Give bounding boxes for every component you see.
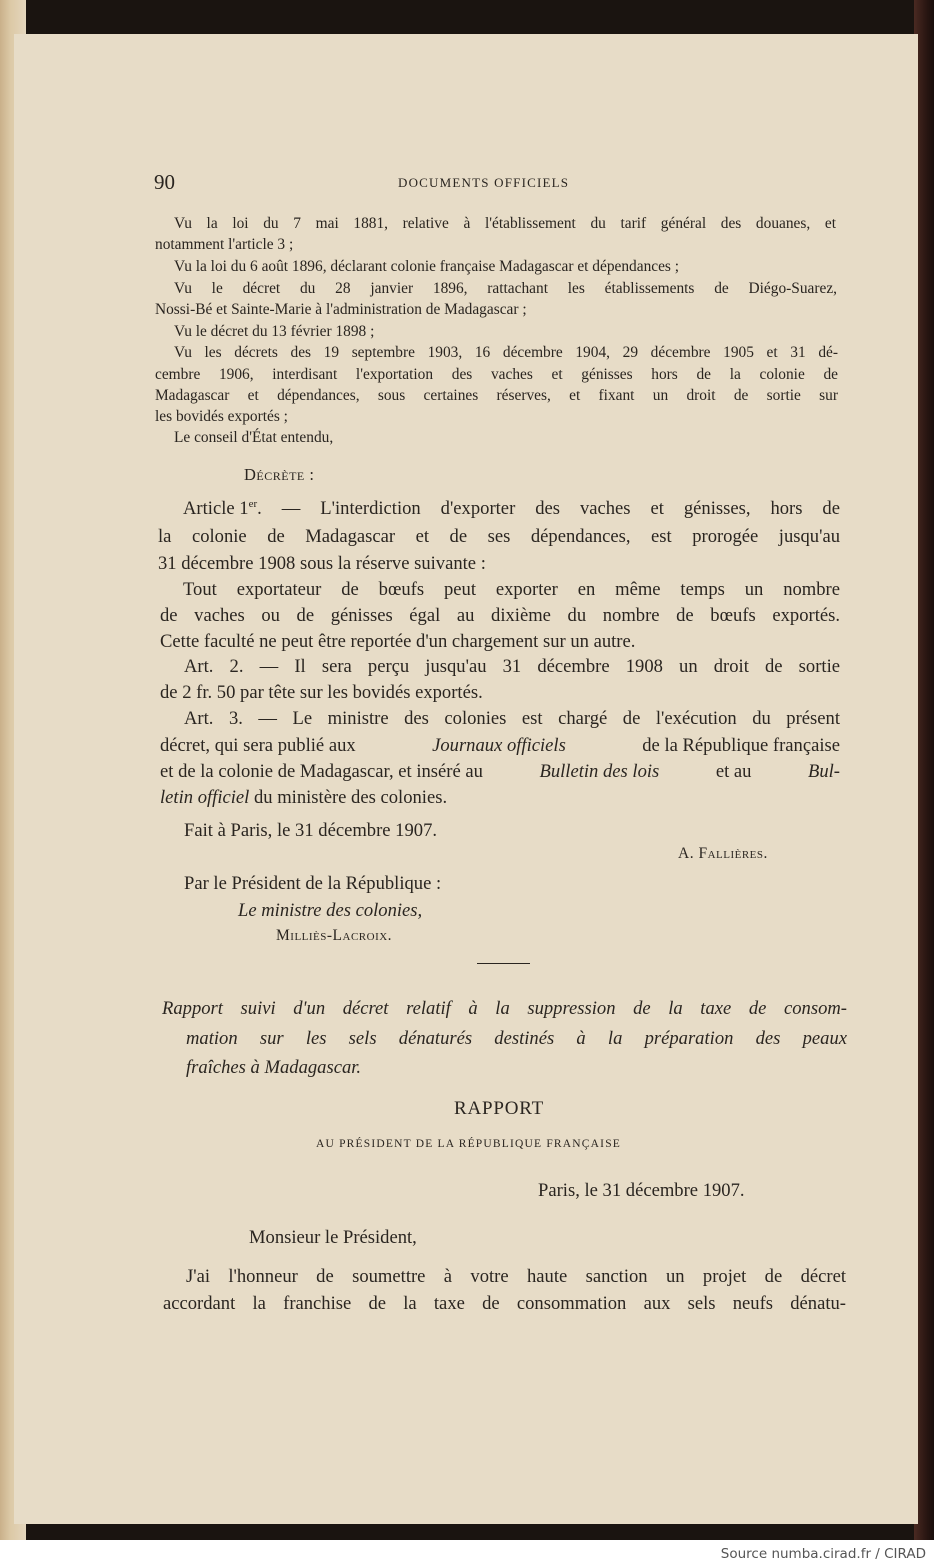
article-3-text: et au: [711, 761, 757, 782]
report-body-line: accordant la franchise de la taxe de consommation aux sels neufs dénatu-: [163, 1293, 846, 1314]
preamble-line: Nossi-Bé et Sainte-Marie à l'administration de Madagascar ;: [155, 301, 527, 318]
article-1-prefix: Article 1: [183, 498, 249, 520]
exception-line: Cette faculté ne peut être reportée d'un chargement sur un autre.: [160, 631, 636, 652]
article-1-sup: er: [248, 498, 258, 510]
place-date: Fait à Paris, le 31 décembre 1907.: [184, 820, 438, 841]
exception-line: Tout exportateur de bœufs peut exporter en même temps un nombre: [183, 579, 840, 600]
article-3-line: [160, 787, 447, 809]
article-3-line: [160, 761, 840, 783]
report-title-line: Rapport suivi d'un décret relatif à la suppression de la taxe de consom-: [162, 998, 847, 1019]
decree-heading: Décrète :: [244, 465, 315, 484]
exception-line: de vaches ou de génisses égal au dixième du nombre de bœufs exportés.: [160, 605, 840, 626]
article-1-line: [183, 498, 840, 520]
report-heading: RAPPORT: [454, 1098, 544, 1119]
preamble-line: Le conseil d'État entendu,: [174, 429, 334, 446]
report-subheading: AU PRÉSIDENT DE LA RÉPUBLIQUE FRANÇAISE: [316, 1138, 622, 1150]
article-2-line: Art. 2. — Il sera perçu jusqu'au 31 décembre 1908 un droit de sortie: [184, 656, 840, 677]
preamble-line: Vu les décrets des 19 septembre 1903, 16 décembre 1904, 29 décembre 1905 et 31 dé-: [174, 344, 838, 361]
article-3-text: du ministère des colonies.: [249, 787, 448, 808]
article-1-line: 31 décembre 1908 sous la réserve suivante :: [158, 553, 486, 574]
preamble-line: les bovidés exportés ;: [155, 408, 288, 425]
running-title: DOCUMENTS OFFICIELS: [398, 175, 570, 190]
report-title-line: mation sur les sels dénaturés destinés à la préparation des peaux: [186, 1028, 847, 1049]
preamble-line: cembre 1906, interdisant l'exportation des vaches et génisses hors de la colonie de: [155, 366, 838, 383]
preamble-line: Madagascar et dépendances, sous certaines réserves, et fixant un droit de sortie sur: [155, 387, 838, 404]
source-credit: Source numba.cirad.fr / CIRAD: [720, 1546, 926, 1562]
preamble-line: Vu le décret du 28 janvier 1896, rattachant les établissements de Diégo-Suarez,: [174, 280, 837, 297]
bulletin-officiel-part1: Bul-: [807, 761, 840, 782]
page-number: 90: [154, 170, 175, 194]
journaux-officiels: Journaux officiels: [432, 735, 566, 756]
article-3-line: Art. 3. — Le ministre des colonies est chargé de l'exécution du présent: [184, 708, 840, 729]
article-1-text: . — L'interdiction d'exporter des vaches et génisses, hors de: [257, 498, 840, 519]
article-1-line: la colonie de Madagascar et de ses dépendances, est prorogée jusqu'au: [158, 526, 840, 547]
preamble-line: Vu la loi du 6 août 1896, déclarant colonie française Madagascar et dépendances ;: [174, 258, 680, 275]
salutation: Monsieur le Président,: [249, 1227, 417, 1248]
report-title-line: fraîches à Madagascar.: [186, 1057, 362, 1078]
president-signature: A. Fallières.: [678, 845, 768, 862]
article-3-text: et de la colonie de Madagascar, et inséré au: [160, 761, 488, 782]
report-date: Paris, le 31 décembre 1907.: [538, 1180, 745, 1201]
article-1-label: [183, 498, 257, 520]
article-3-text: de la République française: [637, 735, 840, 756]
report-body-line: J'ai l'honneur de soumettre à votre haute sanction un projet de décret: [186, 1266, 846, 1287]
preamble-line: notamment l'article 3 ;: [155, 236, 294, 253]
article-3-line: [160, 735, 840, 757]
minister-name: Milliès-Lacroix.: [276, 927, 393, 944]
section-divider: [477, 963, 530, 964]
preamble-line: Vu le décret du 13 février 1898 ;: [174, 323, 375, 340]
bulletin-officiel-part2: letin officiel: [160, 787, 250, 808]
by-president: Par le Président de la République :: [184, 873, 442, 894]
minister-title: Le ministre des colonies,: [238, 900, 423, 921]
preamble-line: Vu la loi du 7 mai 1881, relative à l'établissement du tarif général des douanes, et: [174, 215, 836, 232]
article-3-text: décret, qui sera publié aux: [160, 735, 361, 756]
bulletin-des-lois: Bulletin des lois: [539, 761, 660, 782]
article-2-line: de 2 fr. 50 par tête sur les bovidés exportés.: [160, 682, 483, 703]
